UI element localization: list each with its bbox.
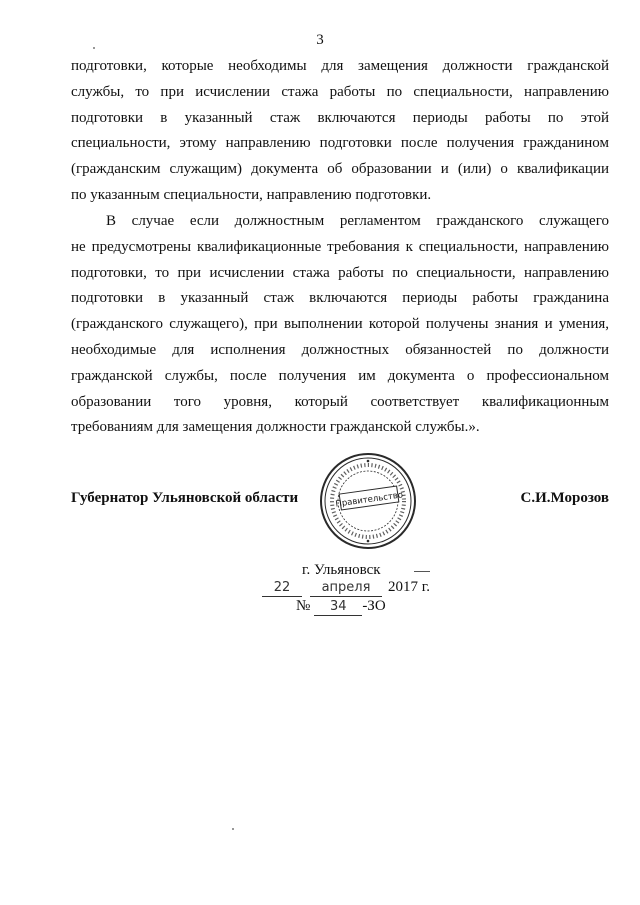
text-line: (гражданского служащего), при выполнении которой получены знания и умения, [71, 316, 609, 333]
number-value: 34 [314, 599, 362, 616]
text-line: гражданской службы, после получения им документа о профессиональном [71, 367, 609, 384]
text-line: подготовки, то при исчислении стажа работы по специальности, направлению [71, 264, 609, 281]
text-line: В случае если должностным регламентом гражданского служащего [106, 213, 609, 229]
page-number: 3 [316, 32, 324, 48]
signer-name: С.И.Морозов [520, 490, 609, 506]
text-line: службы, то при исчислении стажа работы по специальности, направлению [71, 83, 609, 100]
signer-title: Губернатор Ульяновской области [71, 490, 299, 506]
city-name: г. Ульяновск [302, 562, 381, 578]
text-line: подготовки, которые необходимы для замещения должности гражданской [71, 58, 609, 74]
seal-label: Правительство [334, 490, 404, 510]
paragraph-1 [71, 54, 609, 209]
date-day: 22 [262, 580, 302, 597]
text-line: (гражданским служащим) документа об образовании и (или) о квалификации [71, 161, 609, 178]
document-date [262, 579, 430, 597]
text-line: требованиям для замещения должности гражданской службы.». [71, 419, 480, 436]
text-line: необходимые для исполнения должностных обязанностей по должности [71, 341, 609, 358]
date-month: апреля [310, 580, 382, 597]
text-line: специальности, этому направлению подготовки после получения гражданином [71, 135, 609, 152]
text-line: не предусмотрены квалификационные требования к специальности, направлению [71, 238, 609, 255]
number-prefix: № [296, 598, 311, 614]
text-line: образовании того уровня, который соответствует квалификационным [71, 393, 609, 410]
text-line: по указанным специальности, направлению подготовки. [71, 186, 432, 203]
text-line: подготовки в указанный стаж включаются периоды работы гражданина [71, 290, 609, 307]
handwritten-dash [414, 571, 430, 572]
number-suffix: -ЗО [362, 598, 386, 614]
scan-speck [232, 828, 234, 830]
date-year: 2017 г. [388, 579, 430, 595]
official-seal-icon [318, 451, 418, 551]
paragraph-2 [71, 209, 609, 441]
text-line: подготовки в указанный стаж включаются периоды работы по этой [71, 109, 609, 126]
document-number [296, 598, 386, 616]
